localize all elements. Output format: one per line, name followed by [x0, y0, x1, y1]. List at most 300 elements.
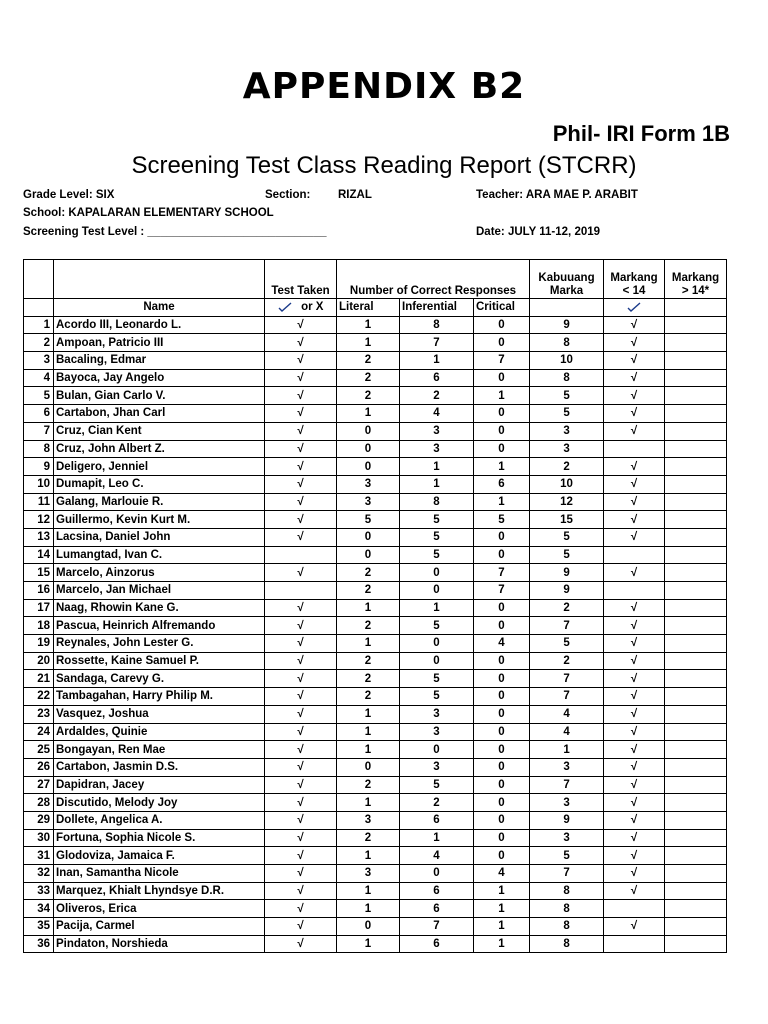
literal-score: 3: [337, 475, 400, 493]
row-number: 10: [24, 475, 54, 493]
inferential-score: 1: [400, 352, 474, 370]
table-row: [24, 670, 727, 688]
markang-lt14: √: [604, 811, 665, 829]
student-name: Marquez, Khialt Lhyndsye D.R.: [54, 882, 265, 900]
markang-lt14: √: [604, 918, 665, 936]
markang-lt14: [604, 900, 665, 918]
student-name: Fortuna, Sophia Nicole S.: [54, 829, 265, 847]
markang-gt14: [665, 847, 727, 865]
test-taken: √: [265, 741, 337, 759]
row-number: 25: [24, 741, 54, 759]
literal-score: 1: [337, 334, 400, 352]
total-score: 7: [530, 865, 604, 883]
inferential-score: 6: [400, 882, 474, 900]
inferential-score: 6: [400, 369, 474, 387]
row-number: 19: [24, 635, 54, 653]
student-name: Galang, Marlouie R.: [54, 493, 265, 511]
literal-score: 0: [337, 528, 400, 546]
total-score: 10: [530, 475, 604, 493]
section-label: Section:: [265, 189, 311, 201]
row-number: 3: [24, 352, 54, 370]
row-number: 13: [24, 528, 54, 546]
critical-score: 0: [474, 369, 530, 387]
student-name: Marcelo, Jan Michael: [54, 582, 265, 600]
row-number: 18: [24, 617, 54, 635]
row-number: 5: [24, 387, 54, 405]
critical-score: 7: [474, 564, 530, 582]
inferential-score: 2: [400, 387, 474, 405]
total-score: 8: [530, 882, 604, 900]
markang-lt14: √: [604, 688, 665, 706]
row-number: 12: [24, 511, 54, 529]
row-number: 31: [24, 847, 54, 865]
test-taken: √: [265, 316, 337, 334]
markang-lt14: √: [604, 316, 665, 334]
header-kabuuang-marka: Kabuuang Marka: [530, 260, 604, 299]
markang-gt14: [665, 670, 727, 688]
row-number: 8: [24, 440, 54, 458]
markang-gt14: [665, 528, 727, 546]
screening-test-level: Screening Test Level : ____________________________: [23, 226, 327, 238]
markang-gt14: [665, 511, 727, 529]
critical-score: 0: [474, 670, 530, 688]
total-score: 5: [530, 546, 604, 564]
test-taken: √: [265, 670, 337, 688]
critical-score: 0: [474, 758, 530, 776]
total-score: 9: [530, 564, 604, 582]
inferential-score: 8: [400, 493, 474, 511]
inferential-score: 5: [400, 670, 474, 688]
table-row: [24, 493, 727, 511]
reading-report-table: [23, 259, 727, 953]
literal-score: 1: [337, 794, 400, 812]
critical-score: 0: [474, 546, 530, 564]
markang-gt14: [665, 316, 727, 334]
markang-gt14: [665, 440, 727, 458]
inferential-score: 3: [400, 440, 474, 458]
table-row: [24, 405, 727, 423]
inferential-score: 3: [400, 705, 474, 723]
literal-score: 1: [337, 741, 400, 759]
literal-score: 0: [337, 458, 400, 476]
grade-level: Grade Level: SIX: [23, 189, 115, 201]
critical-score: 0: [474, 847, 530, 865]
markang-gt14: [665, 723, 727, 741]
total-score: 4: [530, 723, 604, 741]
table-row: [24, 564, 727, 582]
inferential-score: 5: [400, 617, 474, 635]
header-correct-responses: Number of Correct Responses: [337, 260, 530, 299]
row-number: 4: [24, 369, 54, 387]
literal-score: 1: [337, 599, 400, 617]
student-name: Bulan, Gian Carlo V.: [54, 387, 265, 405]
markang-gt14: [665, 918, 727, 936]
literal-score: 0: [337, 422, 400, 440]
test-taken: √: [265, 405, 337, 423]
inferential-score: 1: [400, 458, 474, 476]
row-number: 36: [24, 935, 54, 953]
test-taken: √: [265, 723, 337, 741]
student-name: Deligero, Jenniel: [54, 458, 265, 476]
student-name: Cartabon, Jhan Carl: [54, 405, 265, 423]
markang-lt14: √: [604, 635, 665, 653]
literal-score: 3: [337, 811, 400, 829]
header-test-taken: Test Taken: [265, 260, 337, 299]
test-taken: [265, 582, 337, 600]
test-date: Date: JULY 11-12, 2019: [476, 226, 601, 238]
total-score: 5: [530, 405, 604, 423]
literal-score: 0: [337, 440, 400, 458]
critical-score: 4: [474, 635, 530, 653]
critical-score: 0: [474, 688, 530, 706]
literal-score: 1: [337, 882, 400, 900]
total-score: 15: [530, 511, 604, 529]
test-taken: [265, 546, 337, 564]
student-name: Cruz, John Albert Z.: [54, 440, 265, 458]
total-score: 10: [530, 352, 604, 370]
literal-score: 0: [337, 758, 400, 776]
row-number: 16: [24, 582, 54, 600]
test-taken: √: [265, 794, 337, 812]
table-row: [24, 811, 727, 829]
student-name: Discutido, Melody Joy: [54, 794, 265, 812]
row-number: 21: [24, 670, 54, 688]
table-row: [24, 900, 727, 918]
form-label: Phil- IRI Form 1B: [552, 121, 730, 146]
teacher: Teacher: ARA MAE P. ARABIT: [476, 189, 638, 201]
inferential-score: 1: [400, 599, 474, 617]
test-taken: √: [265, 511, 337, 529]
test-taken: √: [265, 776, 337, 794]
literal-score: 1: [337, 405, 400, 423]
markang-gt14: [665, 935, 727, 953]
inferential-score: 5: [400, 546, 474, 564]
test-taken: √: [265, 705, 337, 723]
markang-lt14: √: [604, 334, 665, 352]
row-number: 9: [24, 458, 54, 476]
row-number: 23: [24, 705, 54, 723]
report-subtitle: Screening Test Class Reading Report (STCRR): [131, 152, 637, 179]
markang-lt14: √: [604, 475, 665, 493]
markang-lt14: [604, 582, 665, 600]
row-number: 28: [24, 794, 54, 812]
critical-score: 0: [474, 599, 530, 617]
test-taken: √: [265, 422, 337, 440]
markang-lt14: [604, 935, 665, 953]
total-score: 5: [530, 387, 604, 405]
inferential-score: 5: [400, 511, 474, 529]
test-taken: √: [265, 528, 337, 546]
inferential-score: 8: [400, 316, 474, 334]
inferential-score: 0: [400, 582, 474, 600]
student-name: Bayoca, Jay Angelo: [54, 369, 265, 387]
total-score: 7: [530, 617, 604, 635]
total-score: 1: [530, 741, 604, 759]
test-taken: √: [265, 493, 337, 511]
student-name: Cruz, Cian Kent: [54, 422, 265, 440]
markang-gt14: [665, 405, 727, 423]
test-taken: √: [265, 758, 337, 776]
inferential-score: 0: [400, 564, 474, 582]
header-critical: Critical: [474, 299, 530, 317]
markang-lt14: √: [604, 369, 665, 387]
student-name: Inan, Samantha Nicole: [54, 865, 265, 883]
literal-score: 1: [337, 635, 400, 653]
inferential-score: 6: [400, 935, 474, 953]
markang-lt14: √: [604, 405, 665, 423]
table-row: [24, 918, 727, 936]
test-taken: √: [265, 369, 337, 387]
student-name: Bongayan, Ren Mae: [54, 741, 265, 759]
header-markang-gt14: Markang > 14*: [665, 260, 727, 299]
literal-score: 1: [337, 900, 400, 918]
row-number: 35: [24, 918, 54, 936]
student-name: Acordo III, Leonardo L.: [54, 316, 265, 334]
literal-score: 2: [337, 387, 400, 405]
critical-score: 1: [474, 935, 530, 953]
markang-gt14: [665, 334, 727, 352]
markang-gt14: [665, 617, 727, 635]
inferential-score: 5: [400, 528, 474, 546]
test-taken: √: [265, 440, 337, 458]
row-number: 29: [24, 811, 54, 829]
markang-gt14: [665, 582, 727, 600]
test-taken: √: [265, 334, 337, 352]
table-row: [24, 935, 727, 953]
table-row: [24, 387, 727, 405]
markang-lt14: √: [604, 723, 665, 741]
header-inferential: Inferential: [400, 299, 474, 317]
table-row: [24, 511, 727, 529]
total-score: 5: [530, 635, 604, 653]
table-row: [24, 723, 727, 741]
inferential-score: 3: [400, 758, 474, 776]
literal-score: 2: [337, 617, 400, 635]
table-row: [24, 794, 727, 812]
total-score: 8: [530, 334, 604, 352]
literal-score: 0: [337, 918, 400, 936]
critical-score: 0: [474, 652, 530, 670]
inferential-score: 5: [400, 776, 474, 794]
markang-gt14: [665, 900, 727, 918]
markang-lt14: √: [604, 422, 665, 440]
literal-score: 2: [337, 652, 400, 670]
inferential-score: 0: [400, 865, 474, 883]
inferential-score: 7: [400, 918, 474, 936]
table-row: [24, 582, 727, 600]
row-number: 32: [24, 865, 54, 883]
markang-gt14: [665, 688, 727, 706]
school: School: KAPALARAN ELEMENTARY SCHOOL: [23, 207, 274, 219]
markang-lt14: √: [604, 599, 665, 617]
inferential-score: 5: [400, 688, 474, 706]
markang-lt14: √: [604, 458, 665, 476]
header-literal: Literal: [337, 299, 400, 317]
literal-score: 2: [337, 776, 400, 794]
total-score: 4: [530, 705, 604, 723]
student-name: Glodoviza, Jamaica F.: [54, 847, 265, 865]
markang-lt14: √: [604, 670, 665, 688]
markang-lt14: √: [604, 528, 665, 546]
literal-score: 2: [337, 352, 400, 370]
literal-score: 1: [337, 316, 400, 334]
table-row: [24, 458, 727, 476]
markang-gt14: [665, 882, 727, 900]
table-row: [24, 334, 727, 352]
test-taken: √: [265, 475, 337, 493]
critical-score: 1: [474, 387, 530, 405]
total-score: 7: [530, 776, 604, 794]
markang-gt14: [665, 635, 727, 653]
literal-score: 2: [337, 369, 400, 387]
row-number: 14: [24, 546, 54, 564]
test-taken: √: [265, 617, 337, 635]
markang-lt14: √: [604, 847, 665, 865]
student-name: Vasquez, Joshua: [54, 705, 265, 723]
student-name: Bacaling, Edmar: [54, 352, 265, 370]
total-score: 7: [530, 688, 604, 706]
table-row: [24, 882, 727, 900]
total-score: 7: [530, 670, 604, 688]
test-taken: √: [265, 564, 337, 582]
critical-score: 1: [474, 458, 530, 476]
inferential-score: 0: [400, 652, 474, 670]
total-score: 2: [530, 652, 604, 670]
table-row: [24, 422, 727, 440]
literal-score: 2: [337, 670, 400, 688]
markang-gt14: [665, 741, 727, 759]
literal-score: 3: [337, 493, 400, 511]
markang-lt14: √: [604, 741, 665, 759]
header-markang-lt14: Markang < 14: [604, 260, 665, 299]
critical-score: 7: [474, 582, 530, 600]
test-taken: √: [265, 458, 337, 476]
student-name: Tambagahan, Harry Philip M.: [54, 688, 265, 706]
test-taken: √: [265, 918, 337, 936]
critical-score: 0: [474, 334, 530, 352]
inferential-score: 3: [400, 422, 474, 440]
inferential-score: 1: [400, 829, 474, 847]
student-name: Pindaton, Norshieda: [54, 935, 265, 953]
test-taken: √: [265, 599, 337, 617]
markang-gt14: [665, 352, 727, 370]
table-row: [24, 440, 727, 458]
total-score: 5: [530, 847, 604, 865]
inferential-score: 6: [400, 811, 474, 829]
header-row: [24, 260, 727, 299]
total-score: 12: [530, 493, 604, 511]
critical-score: 0: [474, 776, 530, 794]
literal-score: 2: [337, 688, 400, 706]
inferential-score: 4: [400, 847, 474, 865]
table-row: [24, 776, 727, 794]
test-taken: √: [265, 811, 337, 829]
row-number: 20: [24, 652, 54, 670]
markang-lt14: √: [604, 829, 665, 847]
inferential-score: 1: [400, 475, 474, 493]
literal-score: 2: [337, 582, 400, 600]
inferential-score: 3: [400, 723, 474, 741]
header-blank: [54, 260, 265, 299]
literal-score: 2: [337, 564, 400, 582]
table-row: [24, 829, 727, 847]
section-value: RIZAL: [338, 189, 372, 201]
markang-lt14: √: [604, 352, 665, 370]
student-name: Lacsina, Daniel John: [54, 528, 265, 546]
critical-score: 0: [474, 794, 530, 812]
total-score: 8: [530, 369, 604, 387]
total-score: 5: [530, 528, 604, 546]
table-row: [24, 599, 727, 617]
row-number: 7: [24, 422, 54, 440]
markang-gt14: [665, 475, 727, 493]
inferential-score: 0: [400, 741, 474, 759]
markang-gt14: [665, 758, 727, 776]
table-row: [24, 758, 727, 776]
table-row: [24, 352, 727, 370]
total-score: 2: [530, 458, 604, 476]
markang-gt14: [665, 794, 727, 812]
critical-score: 0: [474, 829, 530, 847]
markang-gt14: [665, 652, 727, 670]
inferential-score: 7: [400, 334, 474, 352]
row-number: 33: [24, 882, 54, 900]
student-name: Marcelo, Ainzorus: [54, 564, 265, 582]
row-number: 27: [24, 776, 54, 794]
critical-score: 1: [474, 882, 530, 900]
literal-score: 1: [337, 847, 400, 865]
header-check-lt: [604, 299, 665, 317]
test-taken: √: [265, 652, 337, 670]
markang-lt14: √: [604, 758, 665, 776]
total-score: 3: [530, 422, 604, 440]
critical-score: 0: [474, 741, 530, 759]
student-name: Reynales, John Lester G.: [54, 635, 265, 653]
inferential-score: 6: [400, 900, 474, 918]
table-row: [24, 316, 727, 334]
row-number: 34: [24, 900, 54, 918]
table-row: [24, 528, 727, 546]
subheader-blank: [530, 299, 604, 317]
total-score: 3: [530, 829, 604, 847]
test-taken: √: [265, 829, 337, 847]
total-score: 9: [530, 811, 604, 829]
table-row: [24, 635, 727, 653]
student-name: Dollete, Angelica A.: [54, 811, 265, 829]
total-score: 8: [530, 900, 604, 918]
markang-gt14: [665, 599, 727, 617]
test-taken: √: [265, 935, 337, 953]
markang-lt14: √: [604, 794, 665, 812]
student-name: Sandaga, Carevy G.: [54, 670, 265, 688]
critical-score: 7: [474, 352, 530, 370]
literal-score: 1: [337, 705, 400, 723]
student-name: Ampoan, Patricio III: [54, 334, 265, 352]
total-score: 9: [530, 582, 604, 600]
literal-score: 1: [337, 935, 400, 953]
student-name: Cartabon, Jasmin D.S.: [54, 758, 265, 776]
markang-gt14: [665, 865, 727, 883]
header-name: Name: [54, 299, 265, 317]
table-row: [24, 847, 727, 865]
critical-score: 5: [474, 511, 530, 529]
literal-score: 3: [337, 865, 400, 883]
test-taken: √: [265, 865, 337, 883]
critical-score: 0: [474, 528, 530, 546]
test-taken: √: [265, 882, 337, 900]
checkmark-icon: [278, 302, 292, 312]
student-name: Lumangtad, Ivan C.: [54, 546, 265, 564]
